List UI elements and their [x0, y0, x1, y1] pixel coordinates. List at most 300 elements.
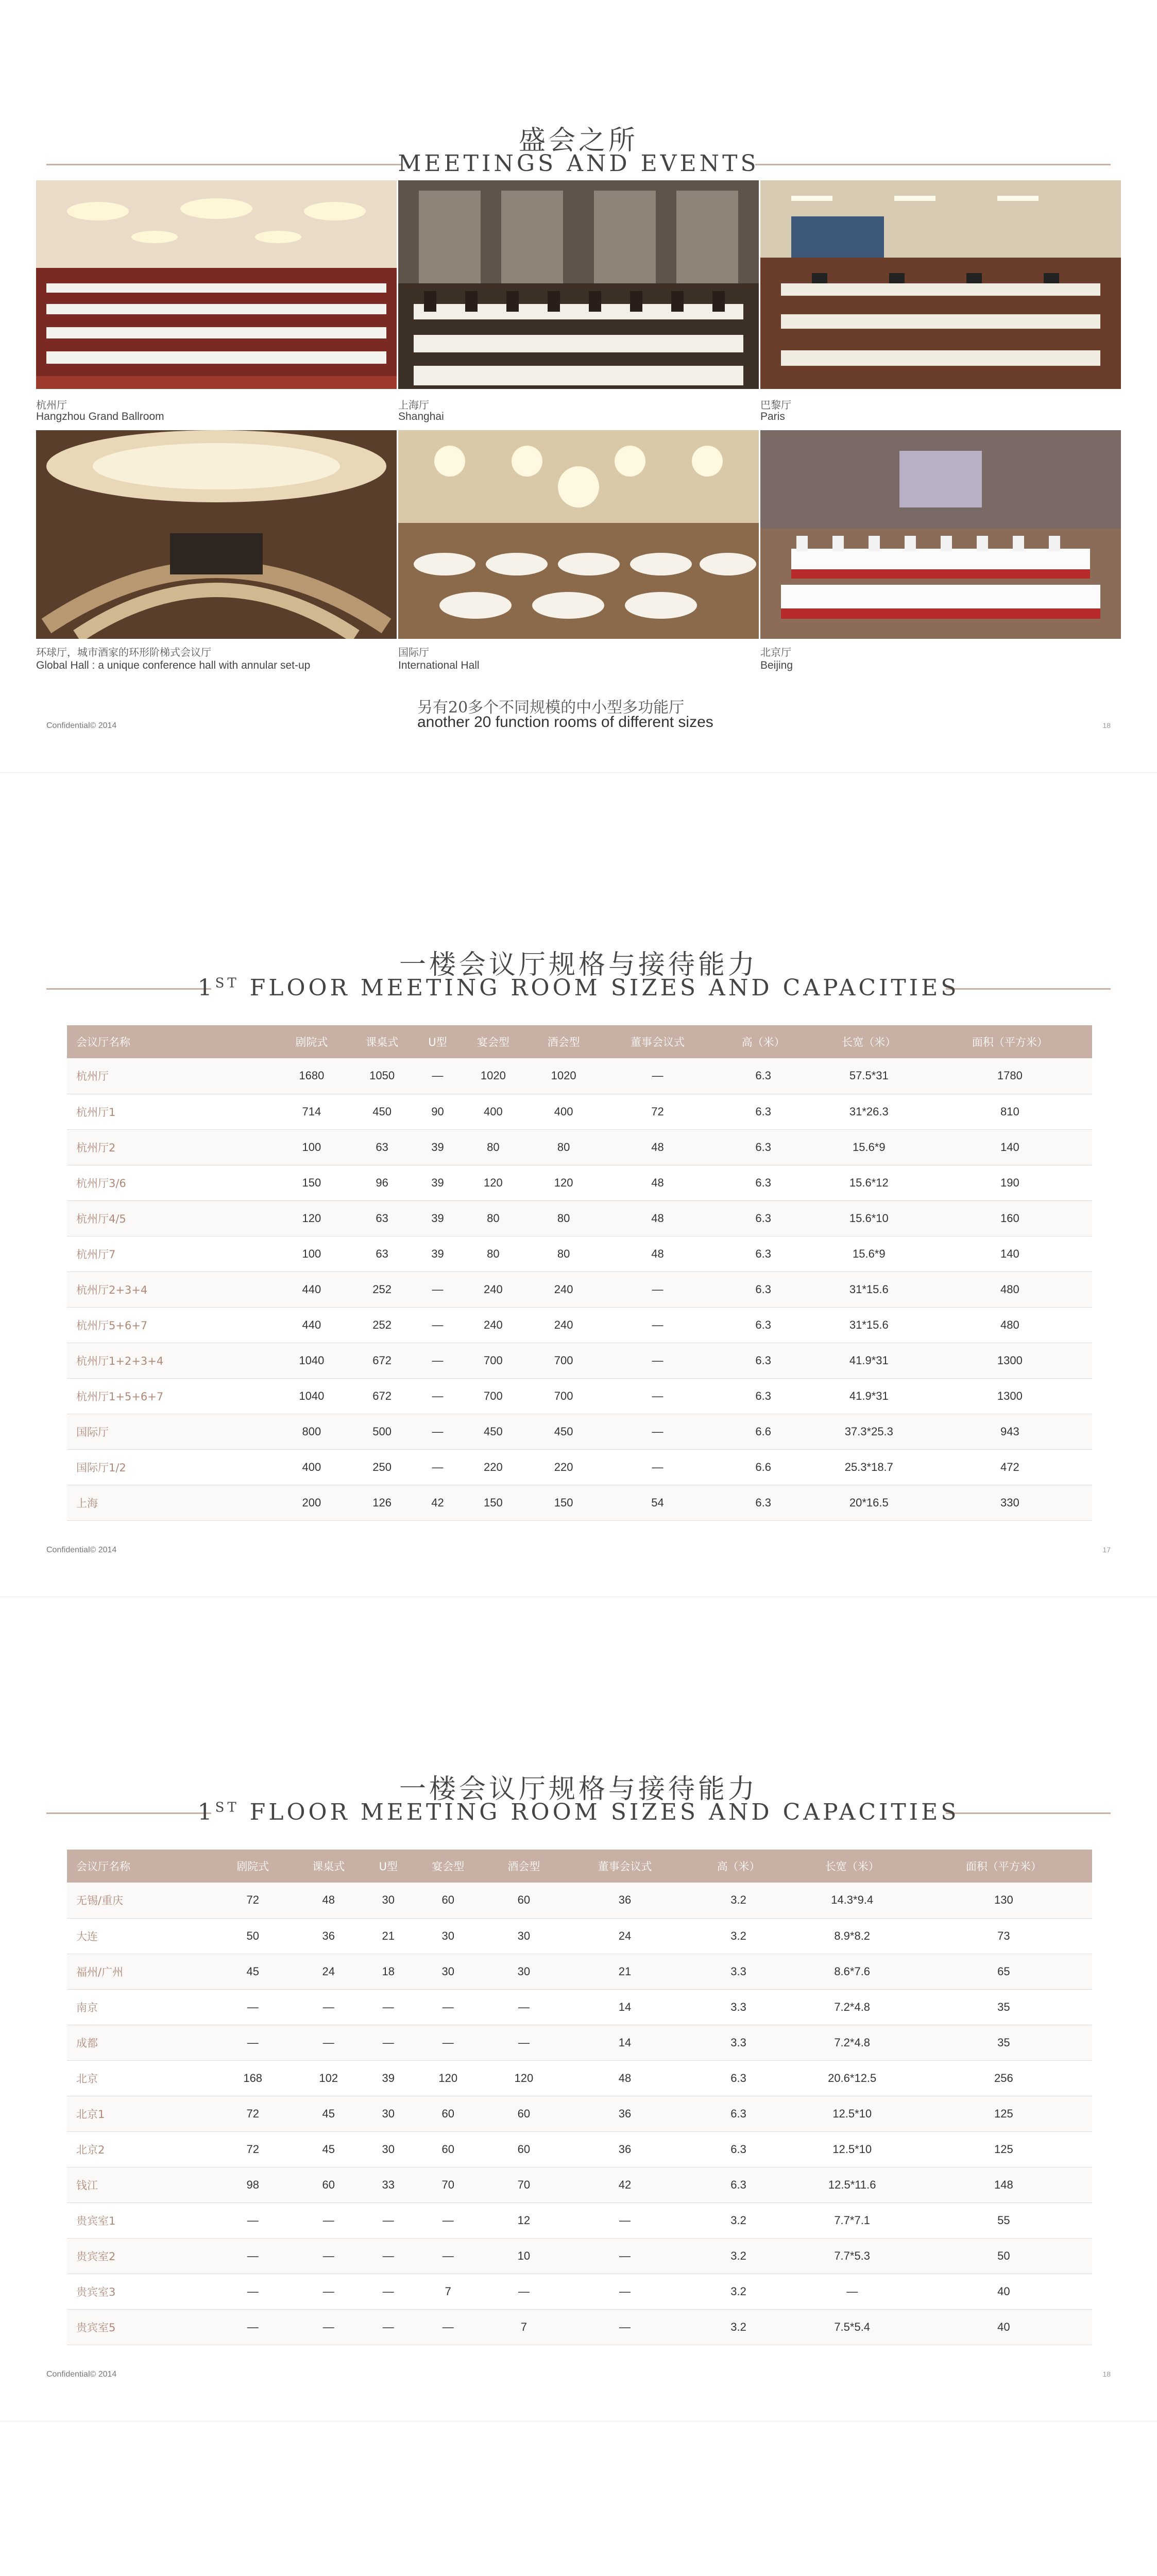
table-cell: 220 — [458, 1449, 529, 1485]
room-name-cell: 贵宾室1 — [67, 2202, 215, 2238]
caption-cn: 国际厅 — [398, 646, 429, 658]
table-cell: 100 — [276, 1129, 347, 1165]
table-cell: — — [417, 1414, 458, 1449]
table-cell: 125 — [915, 2131, 1092, 2167]
table-cell: — — [366, 2025, 410, 2060]
column-header: 课桌式 — [291, 1850, 366, 1883]
room-name-cell: 杭州厅3/6 — [67, 1165, 276, 1200]
caption-cn: 上海厅 — [398, 399, 429, 411]
table-row — [67, 2309, 1092, 2345]
column-header: 会议厅名称 — [67, 1025, 276, 1058]
room-name-cell: 钱江 — [67, 2167, 215, 2202]
table-cell: 3.2 — [688, 1883, 789, 1918]
column-header: 剧院式 — [215, 1850, 291, 1883]
table-cell: 31*15.6 — [810, 1272, 928, 1307]
column-header: U型 — [366, 1850, 410, 1883]
table-row — [67, 1989, 1092, 2025]
room-name-cell: 杭州厅2+3+4 — [67, 1272, 276, 1307]
table-cell: 45 — [291, 2096, 366, 2131]
footer-copyright: Confidential© 2014 — [46, 2370, 117, 2379]
table-row — [67, 1200, 1092, 1236]
table-cell: — — [417, 1272, 458, 1307]
room-name-cell: 成都 — [67, 2025, 215, 2060]
table-cell: 672 — [347, 1378, 417, 1414]
table-cell: 72 — [215, 2096, 291, 2131]
table-cell: 130 — [915, 1883, 1092, 1918]
table-cell: 100 — [276, 1236, 347, 1272]
table-row — [67, 1954, 1092, 1989]
page-1st-floor-plan — [0, 2478, 1157, 2576]
table-cell: 102 — [291, 2060, 366, 2096]
table-cell: 200 — [276, 1485, 347, 1520]
column-header: 面积（平方米） — [928, 1025, 1092, 1058]
page-title-en — [0, 975, 1157, 1001]
table-cell: — — [599, 1343, 717, 1378]
table-cell: 70 — [410, 2167, 486, 2202]
table-row — [67, 1307, 1092, 1343]
room-name-cell: 杭州厅5+6+7 — [67, 1307, 276, 1343]
title-floor-suffix: ST — [215, 1800, 240, 1816]
table-cell: 3.2 — [688, 2274, 789, 2309]
table-cell: 35 — [915, 1989, 1092, 2025]
table-cell: 42 — [562, 2167, 688, 2202]
page-title-cn: 一楼会议厅规格与接待能力 — [399, 1774, 758, 1805]
table-cell: 240 — [529, 1272, 599, 1307]
extra-rooms-en: another 20 function rooms of different sizes — [417, 714, 713, 731]
caption-cn: 环球厅，城市酒家的环形阶梯式会议厅 — [36, 646, 211, 658]
table-row — [67, 2060, 1092, 2096]
table-cell: 63 — [347, 1200, 417, 1236]
table-cell: 6.3 — [716, 1058, 810, 1094]
table-cell: — — [215, 2274, 291, 2309]
table-cell: 96 — [347, 1165, 417, 1200]
table-cell: 63 — [347, 1236, 417, 1272]
table-cell: 20.6*12.5 — [789, 2060, 915, 2096]
table-cell: 30 — [410, 1954, 486, 1989]
table-cell: 400 — [276, 1449, 347, 1485]
table-cell: 700 — [458, 1378, 529, 1414]
table-cell: 240 — [529, 1307, 599, 1343]
caption-en: Hangzhou Grand Ballroom — [36, 411, 164, 422]
table-cell: 6.3 — [716, 1378, 810, 1414]
table-cell: 450 — [347, 1094, 417, 1129]
table-cell: 31*15.6 — [810, 1307, 928, 1343]
table-cell: 1040 — [276, 1378, 347, 1414]
table-cell: — — [599, 1058, 717, 1094]
table-cell: 120 — [410, 2060, 486, 2096]
column-header: 高（米） — [716, 1025, 810, 1058]
table-cell: 1020 — [529, 1058, 599, 1094]
table-cell: 150 — [276, 1165, 347, 1200]
table-cell: 60 — [410, 1883, 486, 1918]
room-name-cell: 南京 — [67, 1989, 215, 2025]
table-cell: 1040 — [276, 1343, 347, 1378]
table-cell: 39 — [417, 1200, 458, 1236]
table-cell: 14 — [562, 2025, 688, 2060]
table-cell: — — [366, 2309, 410, 2345]
table-cell: — — [562, 2274, 688, 2309]
column-header: 董事会议式 — [562, 1850, 688, 1883]
table-cell: 50 — [215, 1918, 291, 1954]
table-cell: 41.9*31 — [810, 1378, 928, 1414]
table-cell: 240 — [458, 1272, 529, 1307]
page-1st-floor-capacities-b — [0, 1649, 1157, 2421]
table-cell: 60 — [486, 2096, 562, 2131]
page-number: 18 — [1102, 2370, 1111, 2378]
table-cell: 48 — [599, 1129, 717, 1165]
column-header: 董事会议式 — [599, 1025, 717, 1058]
table-cell: 39 — [366, 2060, 410, 2096]
table-cell: 36 — [562, 2131, 688, 2167]
table-cell: 41.9*31 — [810, 1343, 928, 1378]
table-cell: 60 — [410, 2131, 486, 2167]
table-cell: 8.6*7.6 — [789, 1954, 915, 1989]
table-cell: — — [417, 1449, 458, 1485]
table-cell: 60 — [410, 2096, 486, 2131]
table-cell: 39 — [417, 1165, 458, 1200]
table-cell: 714 — [276, 1094, 347, 1129]
table-cell: 6.3 — [716, 1272, 810, 1307]
table-cell: 6.6 — [716, 1449, 810, 1485]
column-header: 宴会型 — [410, 1850, 486, 1883]
table-cell: 42 — [417, 1485, 458, 1520]
table-cell: 7.2*4.8 — [789, 1989, 915, 2025]
table-cell: 55 — [915, 2202, 1092, 2238]
table-cell: 440 — [276, 1272, 347, 1307]
table-cell: 3.2 — [688, 2309, 789, 2345]
table-row — [67, 2167, 1092, 2202]
table-cell: — — [215, 1989, 291, 2025]
table-row — [67, 1129, 1092, 1165]
table-cell: 148 — [915, 2167, 1092, 2202]
table-cell: — — [410, 2025, 486, 2060]
table-cell: 45 — [215, 1954, 291, 1989]
table-cell: — — [215, 2238, 291, 2274]
table-cell: 80 — [458, 1236, 529, 1272]
room-name-cell: 杭州厅1+2+3+4 — [67, 1343, 276, 1378]
caption-en: International Hall — [398, 659, 480, 671]
table-cell: 6.3 — [688, 2131, 789, 2167]
table-cell: — — [215, 2025, 291, 2060]
table-cell: 700 — [458, 1343, 529, 1378]
table-cell: 120 — [486, 2060, 562, 2096]
table-cell: 57.5*31 — [810, 1058, 928, 1094]
table-cell: 8.9*8.2 — [789, 1918, 915, 1954]
table-cell: 98 — [215, 2167, 291, 2202]
table-cell: 700 — [529, 1343, 599, 1378]
table-cell: — — [789, 2274, 915, 2309]
table-cell: 6.3 — [716, 1165, 810, 1200]
table-row — [67, 1094, 1092, 1129]
table-cell: — — [291, 2274, 366, 2309]
table-row — [67, 1449, 1092, 1485]
table-cell: — — [599, 1414, 717, 1449]
table-cell: — — [486, 2025, 562, 2060]
column-header: 长宽（米） — [789, 1850, 915, 1883]
table-cell: 15.6*12 — [810, 1165, 928, 1200]
room-name-cell: 上海 — [67, 1485, 276, 1520]
room-name-cell: 大连 — [67, 1918, 215, 1954]
room-name-cell: 国际厅 — [67, 1414, 276, 1449]
table-cell: — — [417, 1307, 458, 1343]
table-cell: 36 — [562, 1883, 688, 1918]
table-row — [67, 2274, 1092, 2309]
table-cell: 150 — [529, 1485, 599, 1520]
table-cell: 63 — [347, 1129, 417, 1165]
title-floor-number: 1 — [197, 975, 215, 1001]
table-cell: 90 — [417, 1094, 458, 1129]
table-cell: 80 — [458, 1129, 529, 1165]
column-header: 课桌式 — [347, 1025, 417, 1058]
table-cell: 120 — [458, 1165, 529, 1200]
table-cell: — — [486, 2274, 562, 2309]
table-cell: 6.3 — [716, 1094, 810, 1129]
table-cell: 150 — [458, 1485, 529, 1520]
table-cell: 140 — [928, 1129, 1092, 1165]
table-cell: 450 — [458, 1414, 529, 1449]
table-row — [67, 1414, 1092, 1449]
table-cell: 80 — [529, 1129, 599, 1165]
table-cell: — — [291, 2238, 366, 2274]
column-header: 高（米） — [688, 1850, 789, 1883]
table-cell: 80 — [458, 1200, 529, 1236]
table-row — [67, 1165, 1092, 1200]
table-cell: 60 — [291, 2167, 366, 2202]
table-cell: 54 — [599, 1485, 717, 1520]
table-cell: 35 — [915, 2025, 1092, 2060]
table-cell: 24 — [291, 1954, 366, 1989]
table-cell: — — [599, 1449, 717, 1485]
table-cell: 12.5*10 — [789, 2131, 915, 2167]
room-name-cell: 杭州厅2 — [67, 1129, 276, 1165]
table-cell: 36 — [562, 2096, 688, 2131]
caption-cn: 北京厅 — [760, 646, 791, 658]
table-cell: 12.5*11.6 — [789, 2167, 915, 2202]
table-cell: 6.6 — [716, 1414, 810, 1449]
table-cell: 3.3 — [688, 1954, 789, 1989]
page-title-cn: 一楼会议厅规格与接待能力 — [399, 950, 758, 980]
table-cell: 7 — [410, 2274, 486, 2309]
table-cell: 252 — [347, 1272, 417, 1307]
table-cell: 6.3 — [716, 1485, 810, 1520]
table-cell: 80 — [529, 1200, 599, 1236]
room-name-cell: 贵宾室2 — [67, 2238, 215, 2274]
table-cell: 30 — [366, 1883, 410, 1918]
table-cell: 700 — [529, 1378, 599, 1414]
table-cell: 6.3 — [688, 2167, 789, 2202]
column-header: 剧院式 — [276, 1025, 347, 1058]
room-name-cell: 杭州厅7 — [67, 1236, 276, 1272]
table-row — [67, 1343, 1092, 1378]
table-cell: 800 — [276, 1414, 347, 1449]
table-cell: 160 — [928, 1200, 1092, 1236]
table-cell: 40 — [915, 2274, 1092, 2309]
table-cell: — — [562, 2238, 688, 2274]
table-cell: 60 — [486, 2131, 562, 2167]
table-cell: 40 — [915, 2309, 1092, 2345]
table-cell: 7.5*5.4 — [789, 2309, 915, 2345]
page-title-cn: 盛会之所 — [518, 125, 638, 156]
table-cell: 39 — [417, 1129, 458, 1165]
table-cell: 48 — [599, 1165, 717, 1200]
column-header: 宴会型 — [458, 1025, 529, 1058]
title-floor-number: 1 — [197, 1799, 215, 1825]
table-cell: 30 — [366, 2096, 410, 2131]
table-row — [67, 1485, 1092, 1520]
table-cell: 256 — [915, 2060, 1092, 2096]
table-cell: 48 — [562, 2060, 688, 2096]
table-cell: — — [417, 1058, 458, 1094]
column-header: 面积（平方米） — [915, 1850, 1092, 1883]
table-cell: — — [410, 2202, 486, 2238]
table-row — [67, 1378, 1092, 1414]
table-cell: 810 — [928, 1094, 1092, 1129]
table-cell: 190 — [928, 1165, 1092, 1200]
room-name-cell: 无锡/重庆 — [67, 1883, 215, 1918]
page-meetings-events — [0, 0, 1157, 773]
table-cell: — — [291, 2025, 366, 2060]
capacity-table — [67, 1850, 1092, 2345]
table-cell: 120 — [529, 1165, 599, 1200]
table-cell: 45 — [291, 2131, 366, 2167]
table-cell: 1050 — [347, 1058, 417, 1094]
table-cell: 31*26.3 — [810, 1094, 928, 1129]
table-row — [67, 1236, 1092, 1272]
photo-shanghai — [398, 180, 759, 389]
table-cell: 65 — [915, 1954, 1092, 1989]
table-cell: 240 — [458, 1307, 529, 1343]
table-cell: 25.3*18.7 — [810, 1449, 928, 1485]
table-cell: — — [599, 1307, 717, 1343]
table-cell: 6.3 — [716, 1343, 810, 1378]
table-cell: 15.6*10 — [810, 1200, 928, 1236]
table-cell: 10 — [486, 2238, 562, 2274]
table-cell: 943 — [928, 1414, 1092, 1449]
table-cell: 7 — [486, 2309, 562, 2345]
photo-paris — [760, 180, 1121, 389]
table-cell: 672 — [347, 1343, 417, 1378]
caption-cn: 杭州厅 — [36, 399, 67, 411]
room-name-cell: 北京 — [67, 2060, 215, 2096]
table-cell: 1300 — [928, 1343, 1092, 1378]
table-row — [67, 2025, 1092, 2060]
page-1st-floor-capacities-a — [0, 824, 1157, 1597]
room-name-cell: 杭州厅1+5+6+7 — [67, 1378, 276, 1414]
table-header-row — [67, 1850, 1092, 1883]
table-cell: — — [562, 2309, 688, 2345]
photo-international-hall — [398, 430, 759, 639]
table-cell: 15.6*9 — [810, 1236, 928, 1272]
table-row — [67, 1272, 1092, 1307]
table-cell: 400 — [458, 1094, 529, 1129]
table-cell: 24 — [562, 1918, 688, 1954]
title-floor-suffix: ST — [215, 975, 240, 991]
table-cell: 14.3*9.4 — [789, 1883, 915, 1918]
table-cell: 3.2 — [688, 2202, 789, 2238]
column-header: 长宽（米） — [810, 1025, 928, 1058]
room-name-cell: 北京2 — [67, 2131, 215, 2167]
table-cell: 33 — [366, 2167, 410, 2202]
page-title-en: MEETINGS AND EVENTS — [398, 150, 759, 177]
extra-rooms-cn: 另有20多个不同规模的中小型多功能厅 — [417, 699, 685, 717]
page-number: 17 — [1102, 1546, 1111, 1554]
table-cell: 6.3 — [688, 2060, 789, 2096]
table-cell: 1680 — [276, 1058, 347, 1094]
table-cell: 36 — [291, 1918, 366, 1954]
footer-copyright: Confidential© 2014 — [46, 721, 117, 730]
table-cell: — — [215, 2202, 291, 2238]
table-cell: — — [417, 1343, 458, 1378]
photo-global-hall — [36, 430, 397, 639]
table-cell: 1020 — [458, 1058, 529, 1094]
table-cell: — — [410, 1989, 486, 2025]
table-cell: 12.5*10 — [789, 2096, 915, 2131]
table-cell: — — [366, 2202, 410, 2238]
table-cell: — — [366, 2238, 410, 2274]
table-cell: 3.3 — [688, 1989, 789, 2025]
table-cell: 1780 — [928, 1058, 1092, 1094]
table-cell: 39 — [417, 1236, 458, 1272]
table-row — [67, 2096, 1092, 2131]
table-cell: 37.3*25.3 — [810, 1414, 928, 1449]
table-cell: — — [486, 1989, 562, 2025]
table-cell: 472 — [928, 1449, 1092, 1485]
table-cell: 18 — [366, 1954, 410, 1989]
table-cell: 3.2 — [688, 1918, 789, 1954]
column-header: 酒会型 — [529, 1025, 599, 1058]
table-cell: 30 — [410, 1918, 486, 1954]
table-cell: 72 — [599, 1094, 717, 1129]
table-cell: 21 — [366, 1918, 410, 1954]
table-cell: 50 — [915, 2238, 1092, 2274]
table-cell: 70 — [486, 2167, 562, 2202]
table-cell: 6.3 — [716, 1307, 810, 1343]
table-cell: 3.3 — [688, 2025, 789, 2060]
table-cell: 72 — [215, 1883, 291, 1918]
table-cell: 30 — [486, 1918, 562, 1954]
room-name-cell: 杭州厅4/5 — [67, 1200, 276, 1236]
table-cell: — — [599, 1272, 717, 1307]
caption-en: Paris — [760, 411, 785, 422]
table-cell: — — [291, 2202, 366, 2238]
caption-en: Global Hall : a unique conference hall with annular set-up — [36, 659, 311, 671]
table-row — [67, 2238, 1092, 2274]
table-cell: 450 — [529, 1414, 599, 1449]
caption-en: Beijing — [760, 659, 793, 671]
table-row — [67, 1918, 1092, 1954]
capacity-table — [67, 1025, 1092, 1521]
table-cell: 6.3 — [716, 1236, 810, 1272]
table-row — [67, 2131, 1092, 2167]
table-cell: — — [410, 2238, 486, 2274]
table-cell: — — [291, 1989, 366, 2025]
table-header-row — [67, 1025, 1092, 1058]
table-cell: — — [410, 2309, 486, 2345]
footer-copyright: Confidential© 2014 — [46, 1546, 117, 1554]
page-number: 18 — [1102, 721, 1111, 730]
room-name-cell: 杭州厅1 — [67, 1094, 276, 1129]
page-title-en — [0, 1799, 1157, 1825]
room-name-cell: 贵宾室3 — [67, 2274, 215, 2309]
table-cell: 250 — [347, 1449, 417, 1485]
table-cell: 6.3 — [688, 2096, 789, 2131]
table-cell: 125 — [915, 2096, 1092, 2131]
table-cell: 80 — [529, 1236, 599, 1272]
room-name-cell: 杭州厅 — [67, 1058, 276, 1094]
table-cell: 21 — [562, 1954, 688, 1989]
table-row — [67, 2202, 1092, 2238]
table-cell: 15.6*9 — [810, 1129, 928, 1165]
